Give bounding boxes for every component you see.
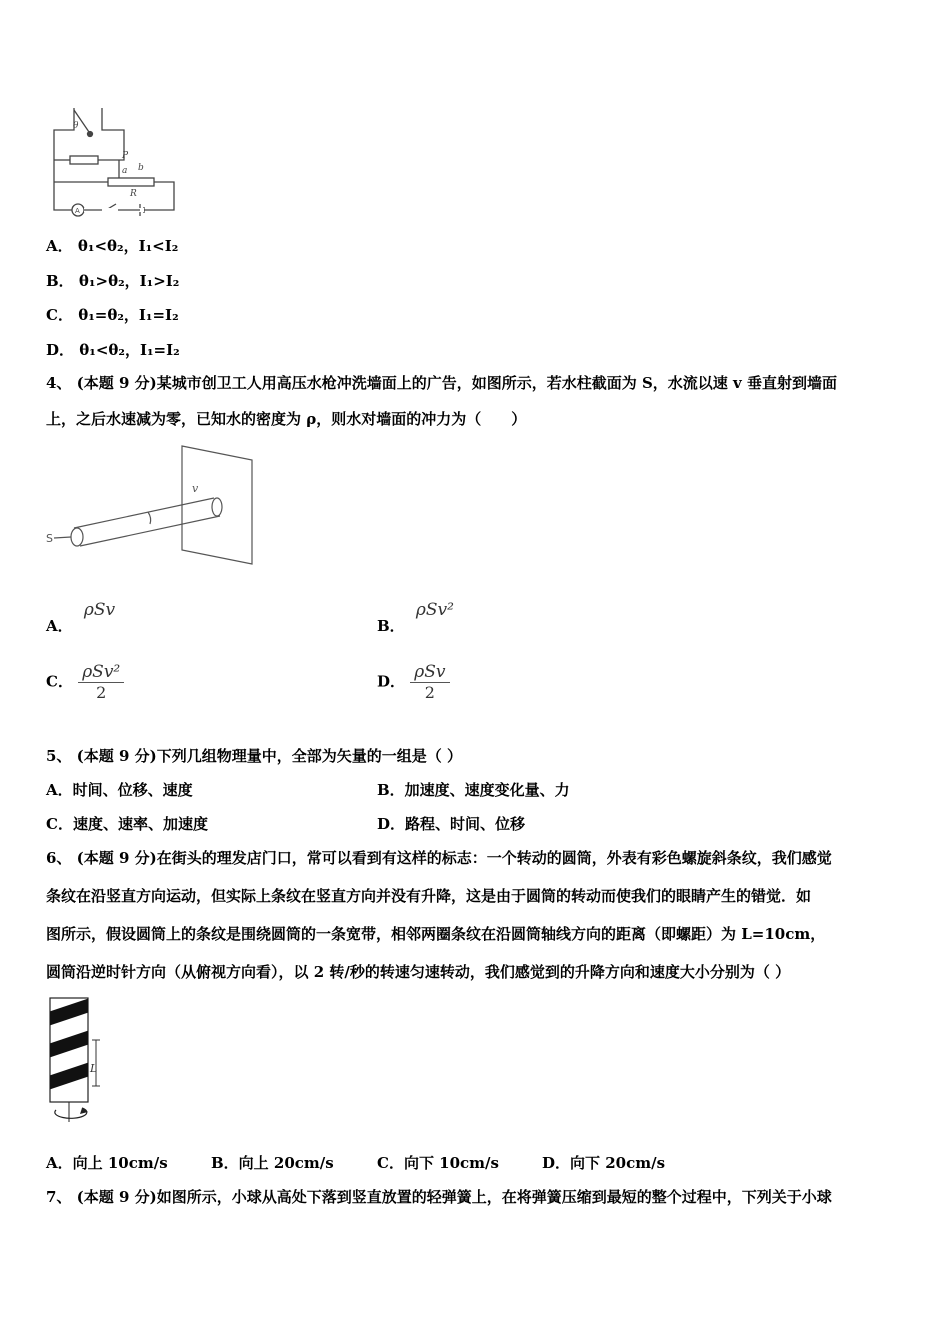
ammeter-label: A [75, 207, 80, 215]
q7-stem-line1: 7、 (本题 9 分)如图所示，小球从高处下落到竖直放置的轻弹簧上，在将弹簧压缩到最短的整个过程中，下列关于小球 [46, 1188, 832, 1206]
q6-option-d: D．向下 20cm/s [542, 1154, 666, 1172]
q4-stem-line1: 4、 (本题 9 分)某城市创卫工人用高压水枪冲洗墙面上的广告，如图所示，若水柱截面为 S，水流以速 v 垂直射到墙面 [46, 374, 837, 392]
q6-stem-line2: 条纹在沿竖直方向运动，但实际上条纹在竖直方向并没有升降，这是由于圆筒的转动而使我们的眼睛产生的错觉．如 [46, 887, 812, 905]
q4-stem-line2: 上，之后水速减为零，已知水的密度为 ρ，则水对墙面的冲力为（ ） [46, 410, 527, 428]
q4-option-c: C． $\frac{\text{ρSv²}}{2}$ [46, 662, 124, 703]
q6-stem-line1: 6、 (本题 9 分)在街头的理发店门口，常可以看到有这样的标志：一个转动的圆筒，外表有彩色螺旋斜条纹，我们感觉 [46, 849, 832, 867]
l-label: L [90, 1062, 98, 1075]
water-jet-diagram [44, 442, 264, 572]
formula-b: ρSv² [415, 600, 454, 620]
p-label: P [122, 151, 129, 161]
q5-option-d: D．路程、时间、位移 [377, 815, 526, 833]
formula-c: $\frac{\text{ρSv²}}{2}$ [78, 662, 124, 703]
q3-option-b: B． θ₁>θ₂，I₁>I₂ [46, 272, 180, 290]
q6-option-c: C．向下 10cm/s [377, 1154, 499, 1172]
q6-option-a: A．向上 10cm/s [46, 1154, 168, 1172]
q4-option-d: D． $\frac{\text{ρSv}}{2}$ [377, 662, 450, 703]
q3-option-c: C． θ₁=θ₂，I₁=I₂ [46, 306, 179, 324]
q5-stem: 5、 (本题 9 分)下列几组物理量中，全部为矢量的一组是（ ） [46, 747, 462, 765]
formula-a: ρSv [83, 600, 116, 620]
q4-option-a: A． ρSv [46, 600, 116, 635]
q5-option-a: A．时间、位移、速度 [46, 781, 193, 799]
theta-label: θ [73, 121, 79, 131]
v-label: v [192, 482, 199, 495]
a-label: a [122, 166, 128, 176]
q3-option-d: D． θ₁<θ₂，I₁=I₂ [46, 341, 180, 359]
formula-d: $\frac{\text{ρSv}}{2}$ [410, 662, 449, 703]
barber-pole-diagram [42, 994, 122, 1129]
q6-stem-line3: 图所示，假设圆筒上的条纹是围绕圆筒的一条宽带，相邻两圈条纹在沿圆筒轴线方向的距离（即螺距）为 L=10cm， [46, 925, 826, 943]
q5-option-c: C．速度、速率、加速度 [46, 815, 208, 833]
q6-stem-line4: 圆筒沿逆时针方向（从俯视方向看），以 2 转/秒的转速匀速转动，我们感觉到的升降方向和速度大小分别为（ ） [46, 963, 791, 981]
circuit-diagram [44, 100, 184, 220]
r-label: R [130, 189, 137, 199]
s-label: S [46, 532, 53, 545]
q3-option-a: A． θ₁<θ₂，I₁<I₂ [46, 237, 179, 255]
q6-option-b: B．向上 20cm/s [211, 1154, 334, 1172]
q4-option-b: B． ρSv² [377, 600, 454, 635]
b-label: b [138, 163, 144, 173]
q5-option-b: B．加速度、速度变化量、力 [377, 781, 570, 799]
